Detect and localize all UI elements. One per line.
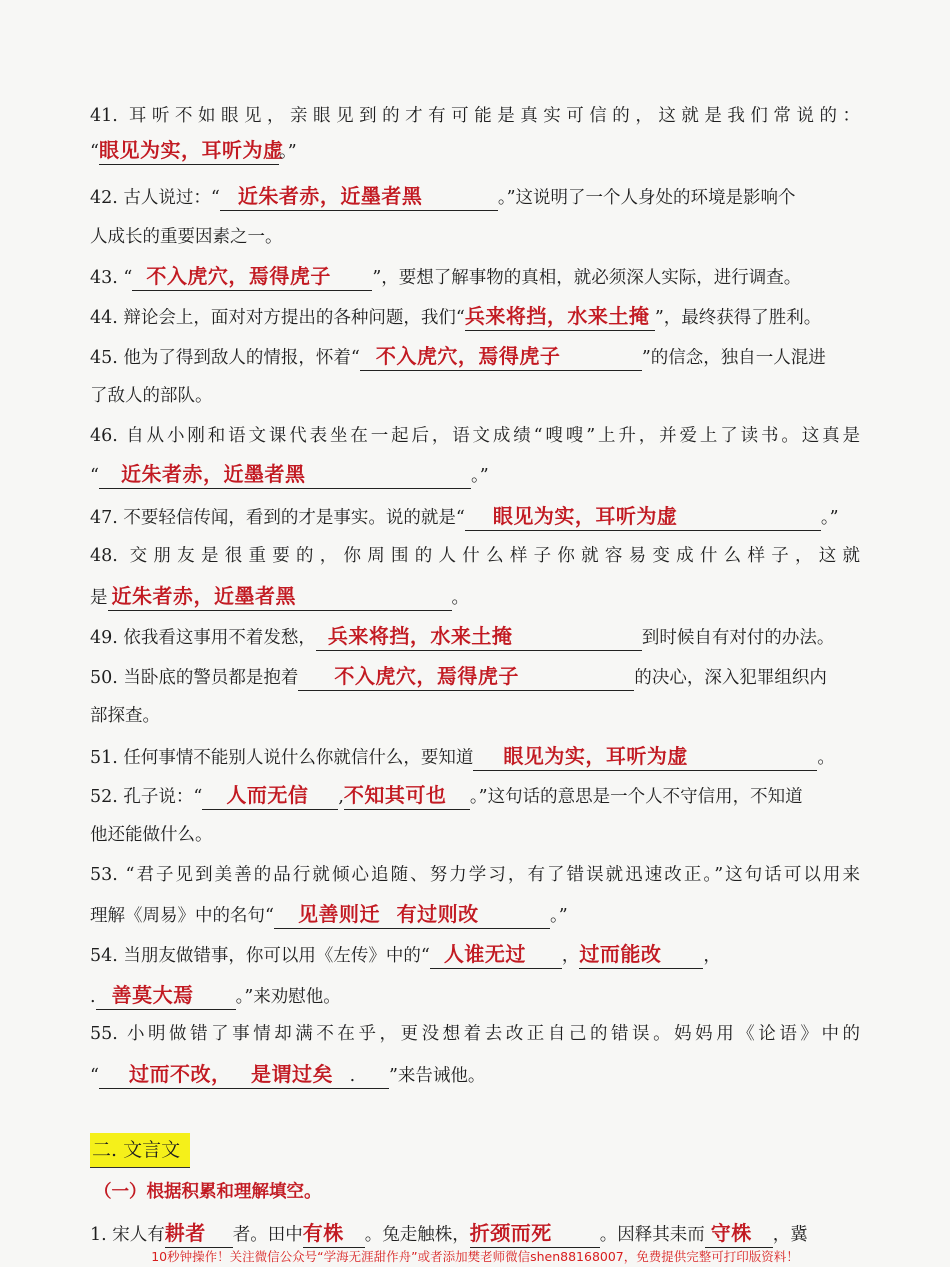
question-55: 55. 小明做错了事情却满不在乎，更没想着去改正自己的错误。妈妈用《论语》中的 [90, 1024, 860, 1044]
answer-blank: 兵来将挡，水来土掩 [465, 304, 655, 331]
answer-blank: 不入虎穴，焉得虎子 [360, 344, 642, 371]
answer-blank: 近朱者赤，近墨者黑 [108, 584, 452, 611]
answer-blank: 人谁无过 [430, 942, 562, 969]
question-51: 51. 任何事情不能别人说什么你就信什么，要知道 眼见为实，耳听为虚 。 [90, 744, 860, 771]
question-50-cont: 部探查。 [90, 706, 160, 726]
question-48: 48. 交朋友是很重要的，你周围的人什么样子你就容易变成什么样子，这就 [90, 546, 860, 566]
answer-blank: 不入虎穴，焉得虎子 [132, 264, 372, 291]
answer-blank: 不知其可也 [344, 783, 470, 810]
question-52-cont: 他还能做什么。 [90, 825, 213, 845]
question-45: 45. 他为了得到敌人的情报，怀着“ 不入虎穴，焉得虎子 ”的信念，独自一人混进 [90, 344, 860, 371]
answer-blank: 眼见为实，耳听为虚 [465, 504, 821, 531]
answer-blank: 近朱者赤，近墨者黑 [99, 462, 471, 489]
answer-blank: 过而能改 [579, 942, 703, 969]
answer-blank: 折颈而死 [470, 1221, 600, 1248]
question-49: 49. 依我看这事用不着发愁， 兵来将挡，水来土掩 到时候自有对付的办法。 [90, 624, 860, 651]
answer-blank: 人而无信 [202, 783, 338, 810]
answer-blank: 兵来将挡，水来土掩 [316, 624, 642, 651]
question-41-answer-line: “眼见为实，耳听为虚。” [90, 138, 860, 165]
answer-blank: 有株 [303, 1221, 365, 1248]
question-45-cont: 了敌人的部队。 [90, 386, 213, 406]
question-55-answer-line: “ 过而不改， 是谓过矣 . ”来告诫他。 [90, 1062, 860, 1089]
answer-blank: 眼见为实，耳听为虚 [473, 744, 817, 771]
question-54-cont: . 善莫大焉 。”来劝慰他。 [90, 983, 860, 1010]
question-46-answer-line: “ 近朱者赤，近墨者黑 。” [90, 462, 860, 489]
question-41: 41. 耳听不如眼见，亲眼见到的才有可能是真实可信的，这就是我们常说的： [90, 106, 860, 126]
answer-blank: 是谓过矣 . [239, 1062, 389, 1089]
section-subtitle: （一）根据积累和理解填空。 [94, 1182, 322, 1202]
question-44: 44. 辩论会上，面对对方提出的各种问题，我们“兵来将挡，水来土掩 ”，最终获得了胜利。 [90, 304, 860, 331]
answer-blank: 不入虎穴，焉得虎子 [298, 664, 634, 691]
classical-question-1: 1. 宋人有耕者 者。田中有株 。兔走触株，折颈而死 。因释其耒而 守株 ，冀 [90, 1221, 890, 1248]
question-52: 52. 孔子说：“ 人而无信 ,不知其可也 。”这句话的意思是一个人不守信用，不知道 [90, 783, 860, 810]
question-48-answer-line: 是 近朱者赤，近墨者黑 。 [90, 584, 860, 611]
question-54: 54. 当朋友做错事，你可以用《左传》中的“ 人谁无过 ，过而能改 ， [90, 942, 860, 969]
question-46: 46. 自从小刚和语文课代表坐在一起后，语文成绩“嗖嗖”上升，并爱上了读书。这真是 [90, 426, 860, 446]
answer-blank: 善莫大焉 [96, 983, 236, 1010]
question-43: 43. “ 不入虎穴，焉得虎子 ”，要想了解事物的真相，就必须深人实际，进行调查。 [90, 264, 860, 291]
question-42-cont: 人成长的重要因素之一。 [90, 227, 283, 247]
question-47: 47. 不要轻信传闻，看到的才是事实。说的就是“ 眼见为实，耳听为虚 。” [90, 504, 860, 531]
answer-blank: 耕者 [165, 1221, 233, 1248]
answer-blank: 见善则迁 有过则改 [274, 902, 550, 929]
answer-blank: 过而不改， [99, 1062, 239, 1089]
question-53-answer-line: 理解《周易》中的名句“ 见善则迁 有过则改 。” [90, 902, 860, 929]
question-42: 42. 古人说过：“ 近朱者赤，近墨者黑 。”这说明了一个人身处的环境是影响个 [90, 184, 860, 211]
answer-blank: 守株 [705, 1221, 773, 1248]
question-53: 53. “君子见到美善的品行就倾心追随、努力学习，有了错误就迅速改正。”这句话可以用来 [90, 865, 860, 885]
answer-blank: 眼见为实，耳听为虚 [99, 138, 279, 165]
section-title: 二. 文言文 [90, 1133, 190, 1168]
footer-watermark: 10秒钟操作！关注微信公众号“学海无涯甜作舟”或者添加樊老师微信shen88168007，免费提供完整可打印版资料！ [151, 1249, 799, 1264]
answer-blank: 近朱者赤，近墨者黑 [220, 184, 498, 211]
question-50: 50. 当卧底的警员都是抱着 不入虎穴，焉得虎子 的决心，深入犯罪组织内 [90, 664, 860, 691]
